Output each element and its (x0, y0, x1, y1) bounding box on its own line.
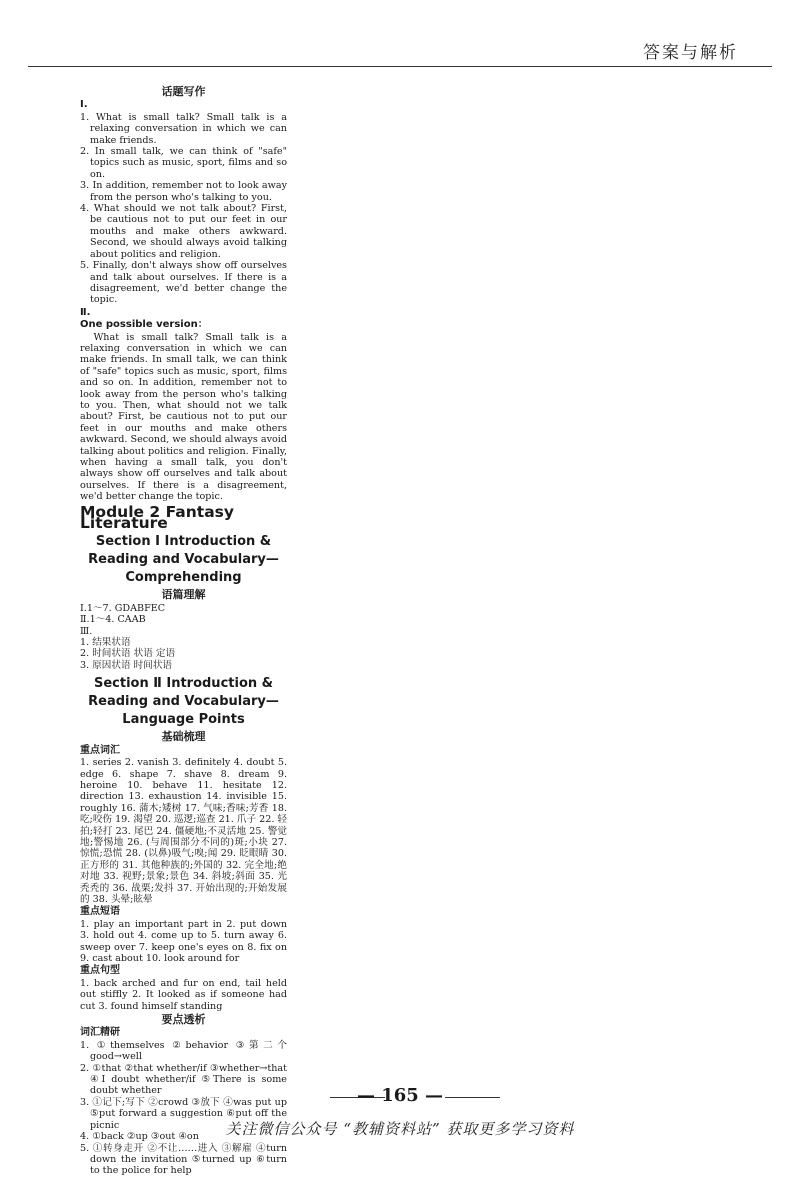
sentence-text: 1. back arched and fur on end, tail held out stiffly 2. It looked as if someone had cut 3. found himself standing (80, 977, 287, 1012)
list-item: 1. What is small talk? Small talk is a relaxing conversation in which we can make friends. (80, 111, 287, 146)
version-text: What is small talk? Small talk is a relaxing conversation in which we can make friends. In small talk, we can think of "safe" topics such as music, sport, films and so on. In addition, remember not to look away from the person who's talking to you. Then, what should not we talk about? First, be cautious not to put our feet in our mouths and make others awkward. Second, we should always avoid talking about politics and religion. Finally, when having a small talk, you don't always show off ourselves and talk about ourselves. If there is a disagreement, we'd better change the topic. (80, 331, 287, 503)
footer-note: 关注微信公众号 “教辅资料站” 获取更多学习资料 (225, 1120, 575, 1138)
module-heading: Module 2 Fantasy Literature (80, 502, 234, 533)
list-item: 4. What should we not talk about? First, be cautious not to put our feet in our mouths and make others awkward. Second, we should always avoid talking about politics and religion. (80, 203, 287, 260)
key-points-heading: 要点透析 (161, 1013, 206, 1027)
list-item: 3. ①记下;写下 ②crowd ③放下 ④was put up ⑤put forward a suggestion ⑥put off the picnic (80, 1096, 287, 1131)
roman-two: Ⅱ. (80, 306, 91, 318)
list-item: 1. ①themselves ②behavior ③第二个good→well (80, 1039, 287, 1063)
answer-line: 3. 原因状语 时间状语 (80, 659, 173, 671)
analysis-heading: 词汇精研 (80, 1027, 120, 1039)
phrase-heading: 重点短语 (80, 906, 120, 918)
answer-line: 1. 结果状语 (80, 637, 131, 649)
version-label: One possible version： (80, 319, 208, 331)
list-item: 3. In addition, remember not to look away from the person who's talking to you. (80, 180, 287, 203)
section-2-title-c: Language Points (122, 712, 245, 728)
answer-line: Ⅰ.1～7. GDABFEC (80, 602, 166, 614)
column-left (80, 84, 287, 1177)
list-item: 4. ①back ②up ③out ④on (80, 1131, 199, 1143)
phrase-text: 1. play an important part in 2. put down 3. hold out 4. come up to 5. turn away 6. sweep over 7. keep one's eyes on 8. fix on 9. cast about 10. look around for (80, 918, 287, 964)
section-2-title (80, 675, 287, 729)
page-header (0, 0, 800, 80)
roman-one: Ⅰ. (80, 99, 88, 111)
section-2-title-b: Reading and Vocabulary— (88, 694, 279, 710)
analysis-list (80, 1040, 287, 1177)
section-2-title-a: Section Ⅱ Introduction & (94, 676, 273, 692)
topic-writing-title: 话题写作 (161, 85, 206, 98)
list-item: 5. ①转身走开 ②不让……进入 ③解雇 ④turn down the invitation ⑤turned up ⑥turn to the police for help (80, 1142, 287, 1177)
topic-list-1 (80, 112, 287, 306)
section-1-title (80, 533, 287, 587)
section-1-title-c: Comprehending (125, 570, 242, 586)
vocab-heading: 重点词汇 (80, 744, 120, 756)
section-1-sub: 语篇理解 (161, 588, 206, 602)
header-title: 答案与解析 (643, 43, 738, 63)
section-1-title-a: Section Ⅰ Introduction & (95, 534, 272, 550)
answer-line: Ⅲ. (80, 625, 93, 637)
answer-line: 2. 时间状语 状语 定语 (80, 648, 176, 660)
answer-line: Ⅱ.1～4. CAAB (80, 614, 146, 626)
vocab-text: 1. series 2. vanish 3. definitely 4. doubt 5. edge 6. shape 7. shave 8. dream 9. heroine 10. behave 11. hesitate 12. direction 13. exhaustion 14. invisible 15. roughly 16. 蒲木;矮树 17. 气味;香味;芳香 18. 吃;咬伤 19. 渴望 20. 巡逻;巡查 21. 爪子 22. 轻拍;轻打 23. 尾巴 24. 僵硬地;不灵活地 25. 警觉地;警惕地 26. (与周围部分不同的)斑;小块 27. 惊慌;恐慌 28. (以鼻)吸气;嗅;闻 29. 眨眼睛 30. 正方形的 31. 其他种族的;外国的 32. 完全地;绝对地 33. 视野;景象;景色 34. 斜坡;斜面 35. 光秃秃的 36. 战栗;发抖 37. 开始出现的;开始发展的 38. 头晕;眩晕 (80, 757, 288, 905)
section-1-answers (80, 603, 287, 671)
list-item: 5. Finally, don't always show off ourselves and talk about ourselves. If there is a disagreement, we'd better change the topic. (80, 260, 287, 306)
section-2-sub: 基础梳理 (161, 730, 206, 744)
list-item: 2. In small talk, we can think of "safe" topics such as music, sport, films and so on. (80, 146, 287, 180)
sentence-heading: 重点句型 (80, 965, 120, 977)
section-1-title-b: Reading and Vocabulary— (88, 552, 279, 568)
page-number: — 165 — (356, 1085, 444, 1106)
list-item: 2. ①that ②that whether/if ③whether→that ④I doubt whether/if ⑤There is some doubt whether (80, 1062, 287, 1097)
header-rule (28, 66, 772, 67)
